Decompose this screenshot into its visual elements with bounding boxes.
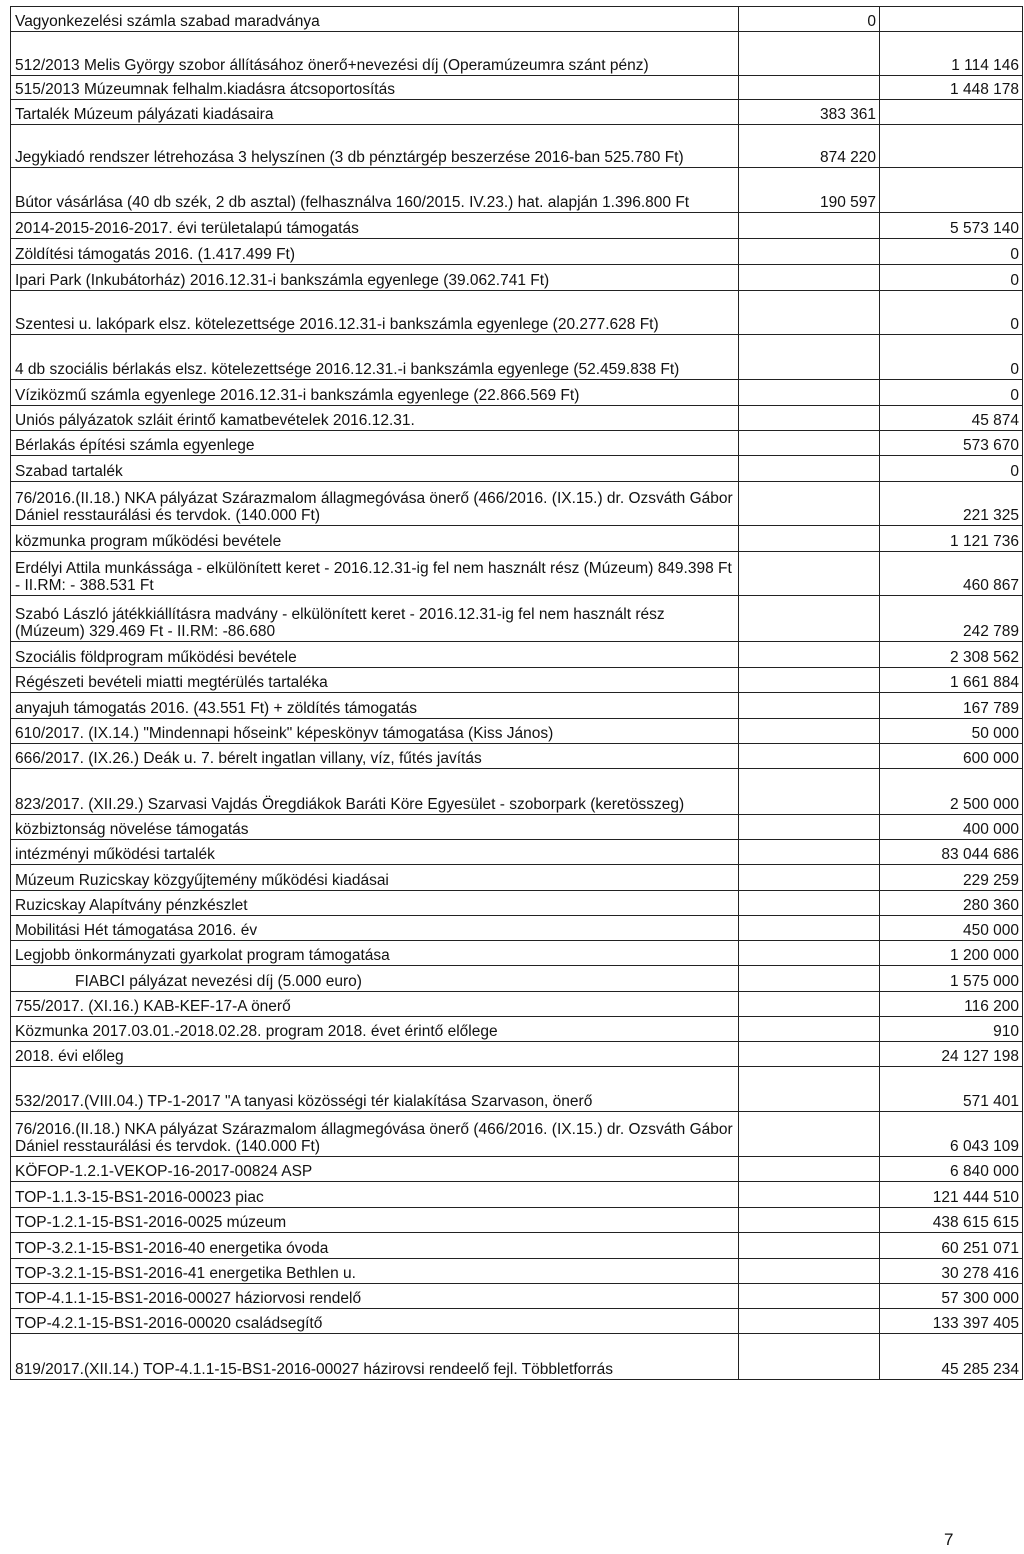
item-amount: 910: [880, 1017, 1023, 1042]
item-subamount: [739, 840, 880, 865]
item-amount: 121 444 510: [880, 1182, 1023, 1208]
item-amount: 167 789: [880, 693, 1023, 719]
item-amount: 438 615 615: [880, 1208, 1023, 1233]
table-row: [11, 992, 1023, 1017]
table-row: [11, 1157, 1023, 1182]
item-amount: 133 397 405: [880, 1309, 1023, 1334]
item-subamount: [739, 526, 880, 552]
table-row: [11, 7, 1023, 32]
item-subamount: [739, 291, 880, 335]
item-amount: 1 575 000: [880, 966, 1023, 992]
item-subamount: [739, 1182, 880, 1208]
item-subamount: [739, 744, 880, 769]
item-amount: [880, 100, 1023, 125]
item-description: Múzeum Ruzicskay közgyűjtemény működési kiadásai: [11, 865, 739, 891]
table-row: [11, 1233, 1023, 1259]
item-description: 512/2013 Melis György szobor állításához önerő+nevezési díj (Operamúzeumra szánt pénz): [11, 32, 739, 76]
item-description: TOP-3.2.1-15-BS1-2016-40 energetika óvoda: [11, 1233, 739, 1259]
page-number: 7: [944, 1530, 954, 1549]
table-row: [11, 239, 1023, 265]
item-subamount: 190 597: [739, 168, 880, 213]
item-description: Bérlakás építési számla egyenlege: [11, 431, 739, 456]
table-row: [11, 693, 1023, 719]
table-row: [11, 168, 1023, 213]
item-amount: 221 325: [880, 482, 1023, 526]
table-row: [11, 1182, 1023, 1208]
table-row: [11, 1208, 1023, 1233]
item-description: anyajuh támogatás 2016. (43.551 Ft) + zöldítés támogatás: [11, 693, 739, 719]
item-description: 610/2017. (IX.14.) "Mindennapi hőseink" képeskönyv támogatása (Kiss János): [11, 719, 739, 744]
item-description: FIABCI pályázat nevezési díj (5.000 euro): [11, 966, 739, 992]
item-amount: 1 661 884: [880, 668, 1023, 693]
table-row: [11, 213, 1023, 239]
item-description: Ruzicskay Alapítvány pénzkészlet: [11, 891, 739, 916]
item-amount: 0: [880, 380, 1023, 406]
item-amount: 229 259: [880, 865, 1023, 891]
item-subamount: [739, 1334, 880, 1380]
item-amount: 116 200: [880, 992, 1023, 1017]
item-description: 2018. évi előleg: [11, 1042, 739, 1067]
item-subamount: [739, 596, 880, 642]
item-amount: 280 360: [880, 891, 1023, 916]
table-row: [11, 125, 1023, 168]
item-subamount: [739, 891, 880, 916]
table-row: [11, 1334, 1023, 1380]
item-amount: 83 044 686: [880, 840, 1023, 865]
item-description: Szabad tartalék: [11, 456, 739, 482]
table-row: [11, 76, 1023, 100]
table-row: [11, 291, 1023, 335]
item-amount: 0: [880, 291, 1023, 335]
table-row: [11, 916, 1023, 941]
item-amount: 600 000: [880, 744, 1023, 769]
item-subamount: [739, 1112, 880, 1157]
table-row: [11, 966, 1023, 992]
item-amount: 5 573 140: [880, 213, 1023, 239]
table-row: [11, 1112, 1023, 1157]
item-description: közbiztonság növelése támogatás: [11, 815, 739, 840]
table-row: [11, 840, 1023, 865]
item-description: Mobilitási Hét támogatása 2016. év: [11, 916, 739, 941]
item-amount: 45 874: [880, 406, 1023, 431]
item-description: Ipari Park (Inkubátorház) 2016.12.31-i bankszámla egyenlege (39.062.741 Ft): [11, 265, 739, 291]
item-amount: 1 448 178: [880, 76, 1023, 100]
item-description: Szabó László játékkiállításra madvány - elkülönített keret - 2016.12.31-ig fel nem használt rész (Múzeum) 329.469 Ft - II.RM: -86.680: [11, 596, 739, 642]
item-amount: 0: [880, 456, 1023, 482]
item-amount: 460 867: [880, 552, 1023, 596]
item-subamount: [739, 815, 880, 840]
item-amount: 400 000: [880, 815, 1023, 840]
item-subamount: [739, 992, 880, 1017]
table-row: [11, 642, 1023, 668]
item-description: Jegykiadó rendszer létrehozása 3 helyszínen (3 db pénztárgép beszerzése 2016-ban 525.780 Ft): [11, 125, 739, 168]
table-row: [11, 815, 1023, 840]
item-description: KÖFOP-1.2.1-VEKOP-16-2017-00824 ASP: [11, 1157, 739, 1182]
item-subamount: [739, 916, 880, 941]
item-subamount: [739, 1233, 880, 1259]
table-row: [11, 482, 1023, 526]
table-row: [11, 668, 1023, 693]
table-row: [11, 431, 1023, 456]
table-row: [11, 526, 1023, 552]
item-subamount: [739, 239, 880, 265]
item-description: 76/2016.(II.18.) NKA pályázat Szárazmalom állagmegóvása önerő (466/2016. (IX.15.) dr. Ozsváth Gábor Dániel resstaurálási és tervdok. (140.000 Ft): [11, 1112, 739, 1157]
item-subamount: 383 361: [739, 100, 880, 125]
item-amount: 571 401: [880, 1067, 1023, 1112]
table-row: [11, 596, 1023, 642]
item-subamount: 874 220: [739, 125, 880, 168]
item-subamount: [739, 213, 880, 239]
table-row: [11, 1259, 1023, 1284]
item-subamount: [739, 76, 880, 100]
item-amount: 2 308 562: [880, 642, 1023, 668]
item-description: TOP-1.2.1-15-BS1-2016-0025 múzeum: [11, 1208, 739, 1233]
table-row: [11, 744, 1023, 769]
item-amount: [880, 168, 1023, 213]
item-subamount: [739, 1067, 880, 1112]
table-row: [11, 769, 1023, 815]
item-subamount: [739, 456, 880, 482]
table-row: [11, 941, 1023, 966]
item-amount: 450 000: [880, 916, 1023, 941]
item-description: 515/2013 Múzeumnak felhalm.kiadásra átcsoportosítás: [11, 76, 739, 100]
table-row: [11, 865, 1023, 891]
table-row: [11, 1284, 1023, 1309]
item-description: 532/2017.(VIII.04.) TP-1-2017 "A tanyasi közösségi tér kialakítása Szarvason, önerő: [11, 1067, 739, 1112]
reserve-items-table: [10, 6, 1023, 1380]
item-description: közmunka program működési bevétele: [11, 526, 739, 552]
table-row: [11, 1309, 1023, 1334]
item-description: Bútor vásárlása (40 db szék, 2 db asztal) (felhasználva 160/2015. IV.23.) hat. alapján 1.396.800 Ft: [11, 168, 739, 213]
item-description: TOP-1.1.3-15-BS1-2016-00023 piac: [11, 1182, 739, 1208]
item-description: Régészeti bevételi miatti megtérülés tartaléka: [11, 668, 739, 693]
item-amount: 30 278 416: [880, 1259, 1023, 1284]
item-description: 76/2016.(II.18.) NKA pályázat Szárazmalom állagmegóvása önerő (466/2016. (IX.15.) dr. Ozsváth Gábor Dániel resstaurálási és tervdok. (140.000 Ft): [11, 482, 739, 526]
item-description: 2014-2015-2016-2017. évi területalapú támogatás: [11, 213, 739, 239]
item-amount: 6 043 109: [880, 1112, 1023, 1157]
table-row: [11, 1067, 1023, 1112]
item-subamount: [739, 1259, 880, 1284]
table-row: [11, 380, 1023, 406]
item-amount: 2 500 000: [880, 769, 1023, 815]
item-amount: 24 127 198: [880, 1042, 1023, 1067]
table-row: [11, 335, 1023, 380]
item-description: Uniós pályázatok szláit érintő kamatbevételek 2016.12.31.: [11, 406, 739, 431]
item-amount: 573 670: [880, 431, 1023, 456]
table-row: [11, 1017, 1023, 1042]
item-description: Szociális földprogram működési bevétele: [11, 642, 739, 668]
table-row: [11, 32, 1023, 76]
item-description: Tartalék Múzeum pályázati kiadásaira: [11, 100, 739, 125]
item-description: TOP-3.2.1-15-BS1-2016-41 energetika Bethlen u.: [11, 1259, 739, 1284]
item-subamount: [739, 642, 880, 668]
item-subamount: [739, 693, 880, 719]
item-description: Vagyonkezelési számla szabad maradványa: [11, 7, 739, 32]
table-row: [11, 100, 1023, 125]
item-description: Legjobb önkormányzati gyarkolat program támogatása: [11, 941, 739, 966]
item-subamount: [739, 769, 880, 815]
item-description: Víziközmű számla egyenlege 2016.12.31-i bankszámla egyenlege (22.866.569 Ft): [11, 380, 739, 406]
table-row: [11, 265, 1023, 291]
item-amount: 1 114 146: [880, 32, 1023, 76]
item-subamount: [739, 1284, 880, 1309]
item-amount: 6 840 000: [880, 1157, 1023, 1182]
item-subamount: [739, 1042, 880, 1067]
item-subamount: [739, 719, 880, 744]
item-description: TOP-4.1.1-15-BS1-2016-00027 háziorvosi rendelő: [11, 1284, 739, 1309]
item-subamount: [739, 380, 880, 406]
item-amount: 1 121 736: [880, 526, 1023, 552]
item-description: 666/2017. (IX.26.) Deák u. 7. bérelt ingatlan villany, víz, fűtés javítás: [11, 744, 739, 769]
item-amount: 0: [880, 239, 1023, 265]
item-subamount: [739, 335, 880, 380]
item-amount: 1 200 000: [880, 941, 1023, 966]
item-subamount: [739, 941, 880, 966]
item-description: TOP-4.2.1-15-BS1-2016-00020 családsegítő: [11, 1309, 739, 1334]
table-row: [11, 406, 1023, 431]
item-subamount: [739, 1017, 880, 1042]
item-amount: 0: [880, 335, 1023, 380]
item-subamount: [739, 668, 880, 693]
item-description: 823/2017. (XII.29.) Szarvasi Vajdás Öregdiákok Baráti Köre Egyesület - szoborpark (keretösszeg): [11, 769, 739, 815]
table-row: [11, 719, 1023, 744]
item-amount: [880, 125, 1023, 168]
item-description: Közmunka 2017.03.01.-2018.02.28. program 2018. évet érintő előlege: [11, 1017, 739, 1042]
item-subamount: 0: [739, 7, 880, 32]
item-subamount: [739, 265, 880, 291]
item-amount: 45 285 234: [880, 1334, 1023, 1380]
item-amount: 50 000: [880, 719, 1023, 744]
item-description: 4 db szociális bérlakás elsz. kötelezettsége 2016.12.31.-i bankszámla egyenlege (52.459.838 Ft): [11, 335, 739, 380]
table-row: [11, 456, 1023, 482]
table-row: [11, 891, 1023, 916]
item-amount: 60 251 071: [880, 1233, 1023, 1259]
item-amount: 0: [880, 265, 1023, 291]
item-subamount: [739, 32, 880, 76]
table-row: [11, 1042, 1023, 1067]
item-amount: 57 300 000: [880, 1284, 1023, 1309]
item-amount: [880, 7, 1023, 32]
item-subamount: [739, 431, 880, 456]
item-description: 755/2017. (XI.16.) KAB-KEF-17-A önerő: [11, 992, 739, 1017]
item-subamount: [739, 1309, 880, 1334]
item-subamount: [739, 406, 880, 431]
item-subamount: [739, 482, 880, 526]
item-description: Erdélyi Attila munkássága - elkülönített keret - 2016.12.31-ig fel nem használt rész (Múzeum) 849.398 Ft - II.RM: - 388.531 Ft: [11, 552, 739, 596]
item-description: 819/2017.(XII.14.) TOP-4.1.1-15-BS1-2016-00027 házirovsi rendeelő fejl. Többletforrás: [11, 1334, 739, 1380]
item-description: Zöldítési támogatás 2016. (1.417.499 Ft): [11, 239, 739, 265]
item-description: intézményi működési tartalék: [11, 840, 739, 865]
item-amount: 242 789: [880, 596, 1023, 642]
item-subamount: [739, 865, 880, 891]
item-description: Szentesi u. lakópark elsz. kötelezettsége 2016.12.31-i bankszámla egyenlege (20.277.628 Ft): [11, 291, 739, 335]
item-subamount: [739, 1157, 880, 1182]
table-row: [11, 552, 1023, 596]
item-subamount: [739, 966, 880, 992]
item-subamount: [739, 1208, 880, 1233]
item-subamount: [739, 552, 880, 596]
